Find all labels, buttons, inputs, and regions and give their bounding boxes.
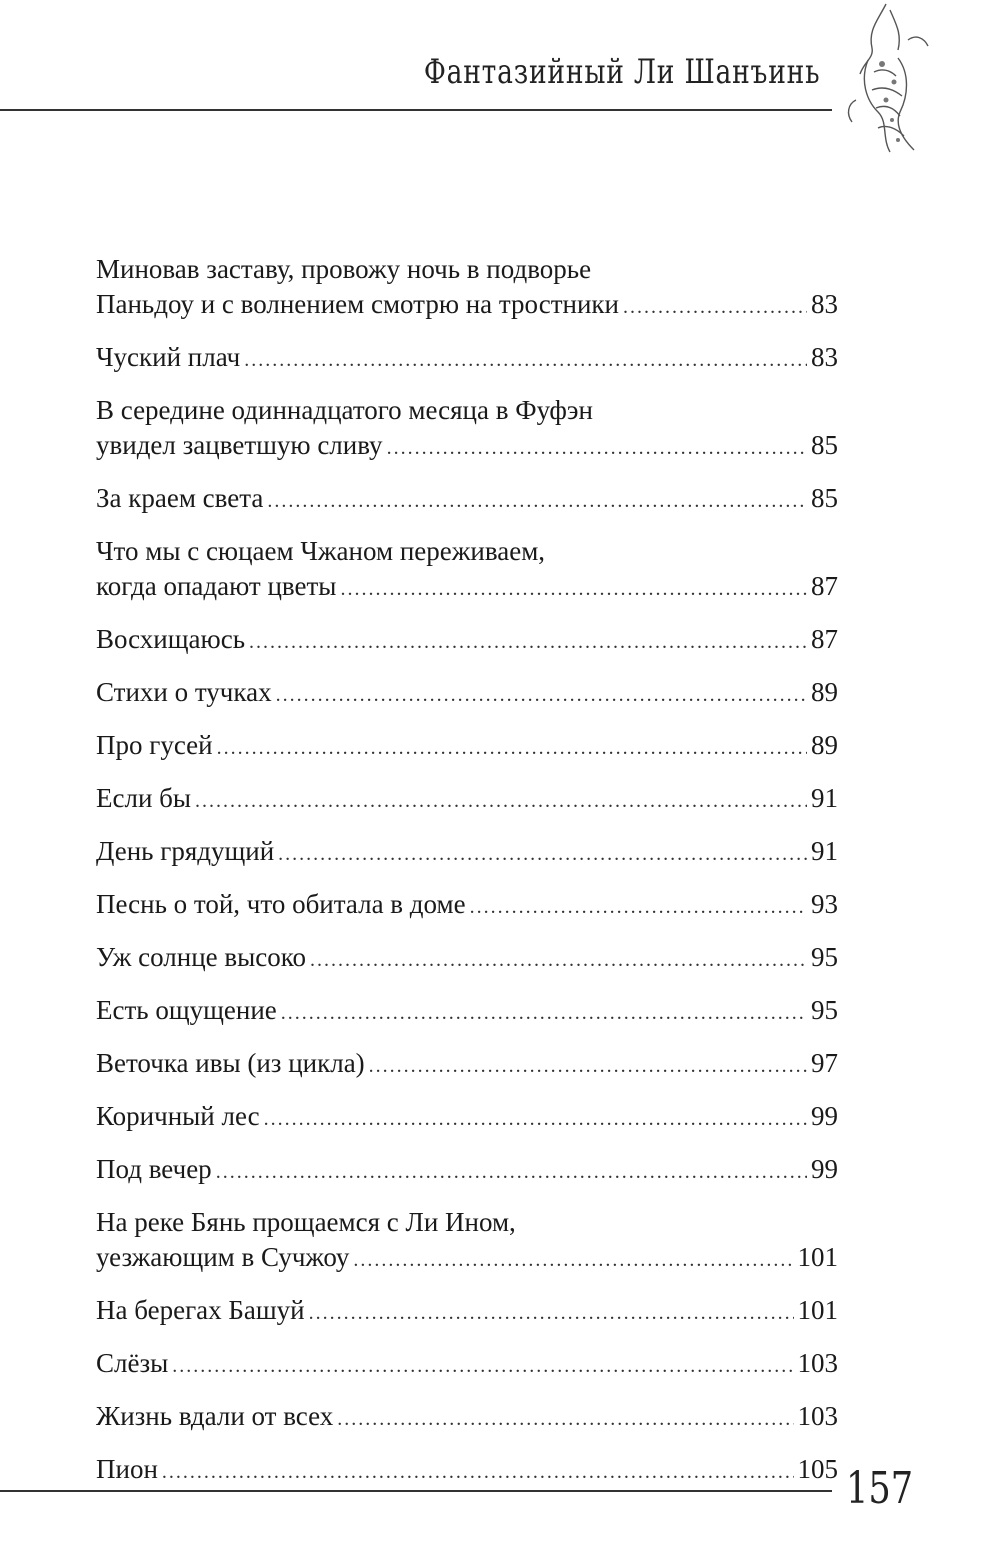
toc-entry-page: 89 <box>811 730 838 760</box>
toc-entry-title: Про гусей <box>96 730 213 760</box>
toc-entry-page: 87 <box>811 571 838 601</box>
footer-divider <box>0 1490 832 1492</box>
toc-entry <box>96 1452 838 1490</box>
header-divider <box>0 109 832 111</box>
toc-entry-title: Под вечер <box>96 1154 212 1184</box>
dot-leader <box>195 784 807 819</box>
dot-leader <box>249 625 807 660</box>
toc-entry <box>96 675 838 713</box>
toc-entry-page: 85 <box>811 430 838 460</box>
dot-leader <box>337 1402 793 1437</box>
dot-leader <box>353 1243 793 1278</box>
toc-entry-title: Паньдоу и с волнением смотрю на тростники <box>96 289 619 319</box>
toc-entry-page: 87 <box>811 624 838 654</box>
toc-entry-title: Есть ощущение <box>96 995 277 1025</box>
toc-entry-page: 93 <box>811 889 838 919</box>
toc-entry-title: Стихи о тучках <box>96 677 272 707</box>
toc-entry-title: Чуский плач <box>96 342 241 372</box>
toc-entry-title: Слёзы <box>96 1348 169 1378</box>
toc-entry-page: 97 <box>811 1048 838 1078</box>
toc-entry-title: увидел зацветшую сливу <box>96 430 383 460</box>
toc-entry <box>96 728 838 766</box>
dot-leader <box>267 484 807 519</box>
toc-entry-page: 91 <box>811 783 838 813</box>
toc-entry-title: Жизнь вдали от всех <box>96 1401 334 1431</box>
toc-entry <box>96 1099 838 1137</box>
toc-entry <box>96 834 838 872</box>
toc-entry <box>96 1205 838 1278</box>
toc-entry <box>96 252 838 325</box>
table-of-contents <box>96 252 838 1505</box>
toc-entry-page: 103 <box>797 1348 838 1378</box>
toc-entry <box>96 393 838 466</box>
toc-entry-title: Песнь о той, что обитала в доме <box>96 889 466 919</box>
toc-entry <box>96 340 838 378</box>
toc-entry-title: Уж солнце высоко <box>96 942 307 972</box>
dot-leader <box>216 1155 807 1190</box>
toc-entry-page: 95 <box>811 995 838 1025</box>
dot-leader <box>470 890 807 925</box>
dot-leader <box>369 1049 807 1084</box>
toc-entry-title: когда опадают цветы <box>96 571 337 601</box>
toc-entry-page: 83 <box>811 342 838 372</box>
toc-entry-page: 101 <box>797 1295 838 1325</box>
toc-entry-title-line1: Что мы с сюцаем Чжаном переживаем, <box>96 536 546 566</box>
toc-entry-page: 103 <box>797 1401 838 1431</box>
dot-leader <box>278 837 807 872</box>
toc-entry-title-line1: На реке Бянь прощаемся с Ли Ином, <box>96 1207 516 1237</box>
toc-entry-page: 99 <box>811 1154 838 1184</box>
toc-entry-title: Веточка ивы (из цикла) <box>96 1048 365 1078</box>
toc-entry-title: За краем света <box>96 483 264 513</box>
dot-leader <box>217 731 807 766</box>
dot-leader <box>623 290 807 325</box>
toc-entry-title: День грядущий <box>96 836 275 866</box>
toc-entry <box>96 940 838 978</box>
toc-entry <box>96 887 838 925</box>
dot-leader <box>340 572 807 607</box>
toc-entry <box>96 781 838 819</box>
toc-entry-title: На берегах Башуй <box>96 1295 305 1325</box>
page-number: 157 <box>846 1463 914 1514</box>
toc-entry <box>96 622 838 660</box>
dot-leader <box>387 431 807 466</box>
toc-entry-page: 89 <box>811 677 838 707</box>
toc-entry <box>96 481 838 519</box>
toc-entry-page: 105 <box>797 1454 838 1484</box>
toc-entry-title: Пион <box>96 1454 158 1484</box>
toc-entry-title-line1: Миновав заставу, провожу ночь в подворье <box>96 254 592 284</box>
dot-leader <box>162 1455 794 1490</box>
toc-entry-page: 83 <box>811 289 838 319</box>
dot-leader <box>310 943 807 978</box>
toc-entry <box>96 1346 838 1384</box>
toc-entry <box>96 1152 838 1190</box>
toc-entry-page: 99 <box>811 1101 838 1131</box>
toc-entry-title: Если бы <box>96 783 192 813</box>
toc-entry-title-line1: В середине одиннадцатого месяца в Фуфэн <box>96 395 593 425</box>
toc-entry-page: 91 <box>811 836 838 866</box>
dot-leader <box>264 1102 807 1137</box>
toc-entry <box>96 1293 838 1331</box>
dot-leader <box>281 996 807 1031</box>
dragon-sculpture-icon <box>838 0 938 160</box>
toc-entry-page: 95 <box>811 942 838 972</box>
dot-leader <box>276 678 807 713</box>
toc-entry-page: 101 <box>797 1242 838 1272</box>
toc-entry-title: Коричный лес <box>96 1101 260 1131</box>
dot-leader <box>172 1349 793 1384</box>
toc-entry-page: 85 <box>811 483 838 513</box>
running-header-title: Фантазийный Ли Шанъинь <box>423 52 820 92</box>
dot-leader <box>244 343 807 378</box>
dot-leader <box>309 1296 794 1331</box>
toc-entry <box>96 993 838 1031</box>
toc-entry-title: Восхищаюсь <box>96 624 246 654</box>
toc-entry-title: уезжающим в Сучжоу <box>96 1242 350 1272</box>
toc-entry <box>96 534 838 607</box>
toc-entry <box>96 1046 838 1084</box>
toc-entry <box>96 1399 838 1437</box>
